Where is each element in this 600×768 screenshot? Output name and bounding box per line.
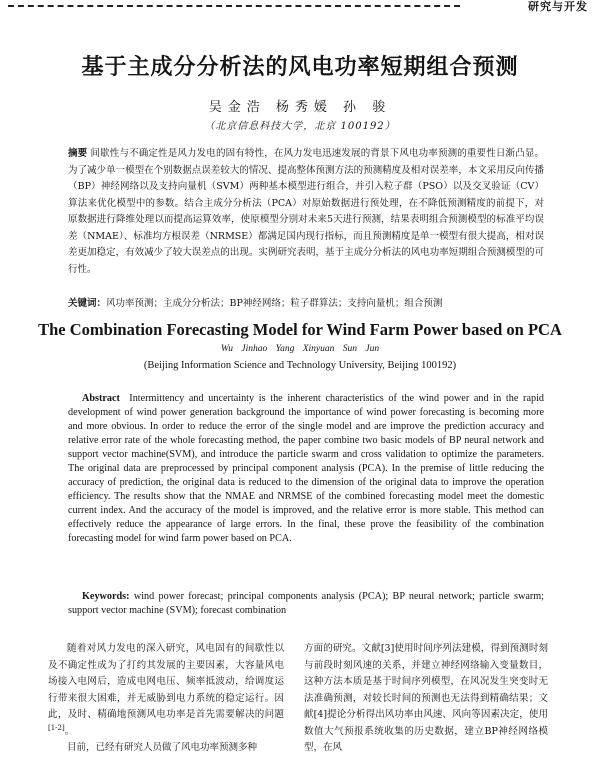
- body-paragraph: 方面的研究。文献[3]使用时间序列法建模，得到预测时刻与前段时刻风速的关系，并建立神经网络输入变量数目，这种方法本质是基于时间序列模型，在风况发生突变时无法准确预测，对较长时间的预测也无法得到精确结果；文献[4]提论分析得出风功率由风速、风向等因素决定，使用数值大气预报系统收集的历史数据，建立BP神经网络模型，在风: [304, 643, 548, 753]
- citation-ref: [1-2]: [48, 723, 65, 732]
- running-header: [0, 0, 600, 14]
- affiliation-cn: （北京信息科技大学，北京 100192）: [204, 121, 396, 132]
- keywords-cn-label: 关键词：: [68, 298, 107, 309]
- authors-en: Wu Jinhao Yang Xinyuan Sun Jun: [220, 344, 380, 354]
- keywords-en: [68, 590, 544, 618]
- abstract-cn: [68, 146, 544, 278]
- abstract-cn-text: 间歇性与不确定性是风力发电的固有特性，在风力发电迅速发展的背景下风电功率预测的重要性日渐凸显。为了减少单一模型在个别数据点误差较大的情况、提高整体预测方法的预测精度及相对误差率，本文采用反向传播（BP）神经网络以及支持向量机（SVM）两种基本模型进行组合，并引入粒子群（PSO）以及交叉验证（CV）算法来优化模型中的参数。结合主成分分析法（PCA）对原始数据进行预处理，在不降低预测精度的前提下，对原数据进行降维处理以而提高运算效率，使原模型分别对未来5天进行预测，结果表明组合预测模型的标准平均误差（NMAE）、标准均方根误差（NRMSE）都满足国内现行指标，而且预测精度是单一模型有很大提高，相对误差更加稳定，有效减少了较大误差点的出现。实例研究表明，基于主成分分析法的风电功率短期组合预测模型的可行性。: [68, 148, 544, 275]
- body-column-right: [304, 641, 548, 757]
- body-text: 随着对风力发电的深入研究，风电固有的间歇性以及不确定性成为了打约其发展的主要因素，大容量风电场接入电网后，造成电网电压、频率抵波动，给调度运行带来很大困难，并无威胁到电力系统的稳定运行。因此，及时、精确地预测风电功率是首先需要解决的问题: [48, 643, 284, 720]
- section-tag: 研究与开发: [522, 0, 588, 14]
- body-paragraph: 目前，已经有研究人员做了风电功率预测多种: [67, 742, 258, 753]
- paper-title-en: The Combination Forecasting Model for Wind Farm Power based on PCA: [38, 320, 562, 339]
- keywords-cn: [68, 297, 548, 311]
- abstract-en-label: Abstract: [82, 393, 120, 404]
- abstract-cn-label: 摘要: [68, 148, 88, 159]
- body-paragraph: [48, 641, 284, 740]
- body-text-end: 。: [64, 725, 75, 737]
- paper-title-cn: 基于主成分分析法的风电功率短期组合预测: [81, 55, 519, 80]
- authors-cn: 吴金浩 杨秀媛 孙 骏: [208, 100, 392, 115]
- body-column-left: [48, 641, 284, 757]
- abstract-en: [68, 392, 544, 546]
- affiliation-en: (Beijing Information Science and Technology University, Beijing 100192): [143, 360, 457, 371]
- keywords-cn-text: 风功率预测；主成分分析法；BP神经网络；粒子群算法；支持向量机；组合预测: [106, 298, 443, 309]
- keywords-en-label: Keywords:: [82, 591, 130, 602]
- abstract-en-text: Intermittency and uncertainty is the inherent characteristics of the wind power and in the rapid development of wind power generation background the importance of wind power forecasting is becoming more and more obvious. In order to reduce the error of the single model and are improve the prediction accuracy and relative error rate of the whole forecasting method, the paper combine two basic models of BP neural network and support vector machine(SVM), and introduce the particle swarm and cross validation to optimize the parameters. The original data are preprocessed by principal component analysis (PCA). In the premise of little reducing the accuracy of prediction, the original data is reduced to the dimension of the original data to improve the operation efficiency. The results show that the NMAE and NRMSE of the combined forecasting model meet the domestic current index. And the accuracy of the model is improved, and the relative error is more stable. This method can effectively reduce the appearance of large errors. In the final, these prove the feasibility of the combination forecasting model for wind farm power based on PCA.: [68, 393, 544, 544]
- header-rule: [8, 5, 460, 7]
- keywords-en-text: wind power forecast; principal components analysis (PCA); BP neural network; particle swarm; support vector machine (SVM); forecast combination: [68, 591, 544, 616]
